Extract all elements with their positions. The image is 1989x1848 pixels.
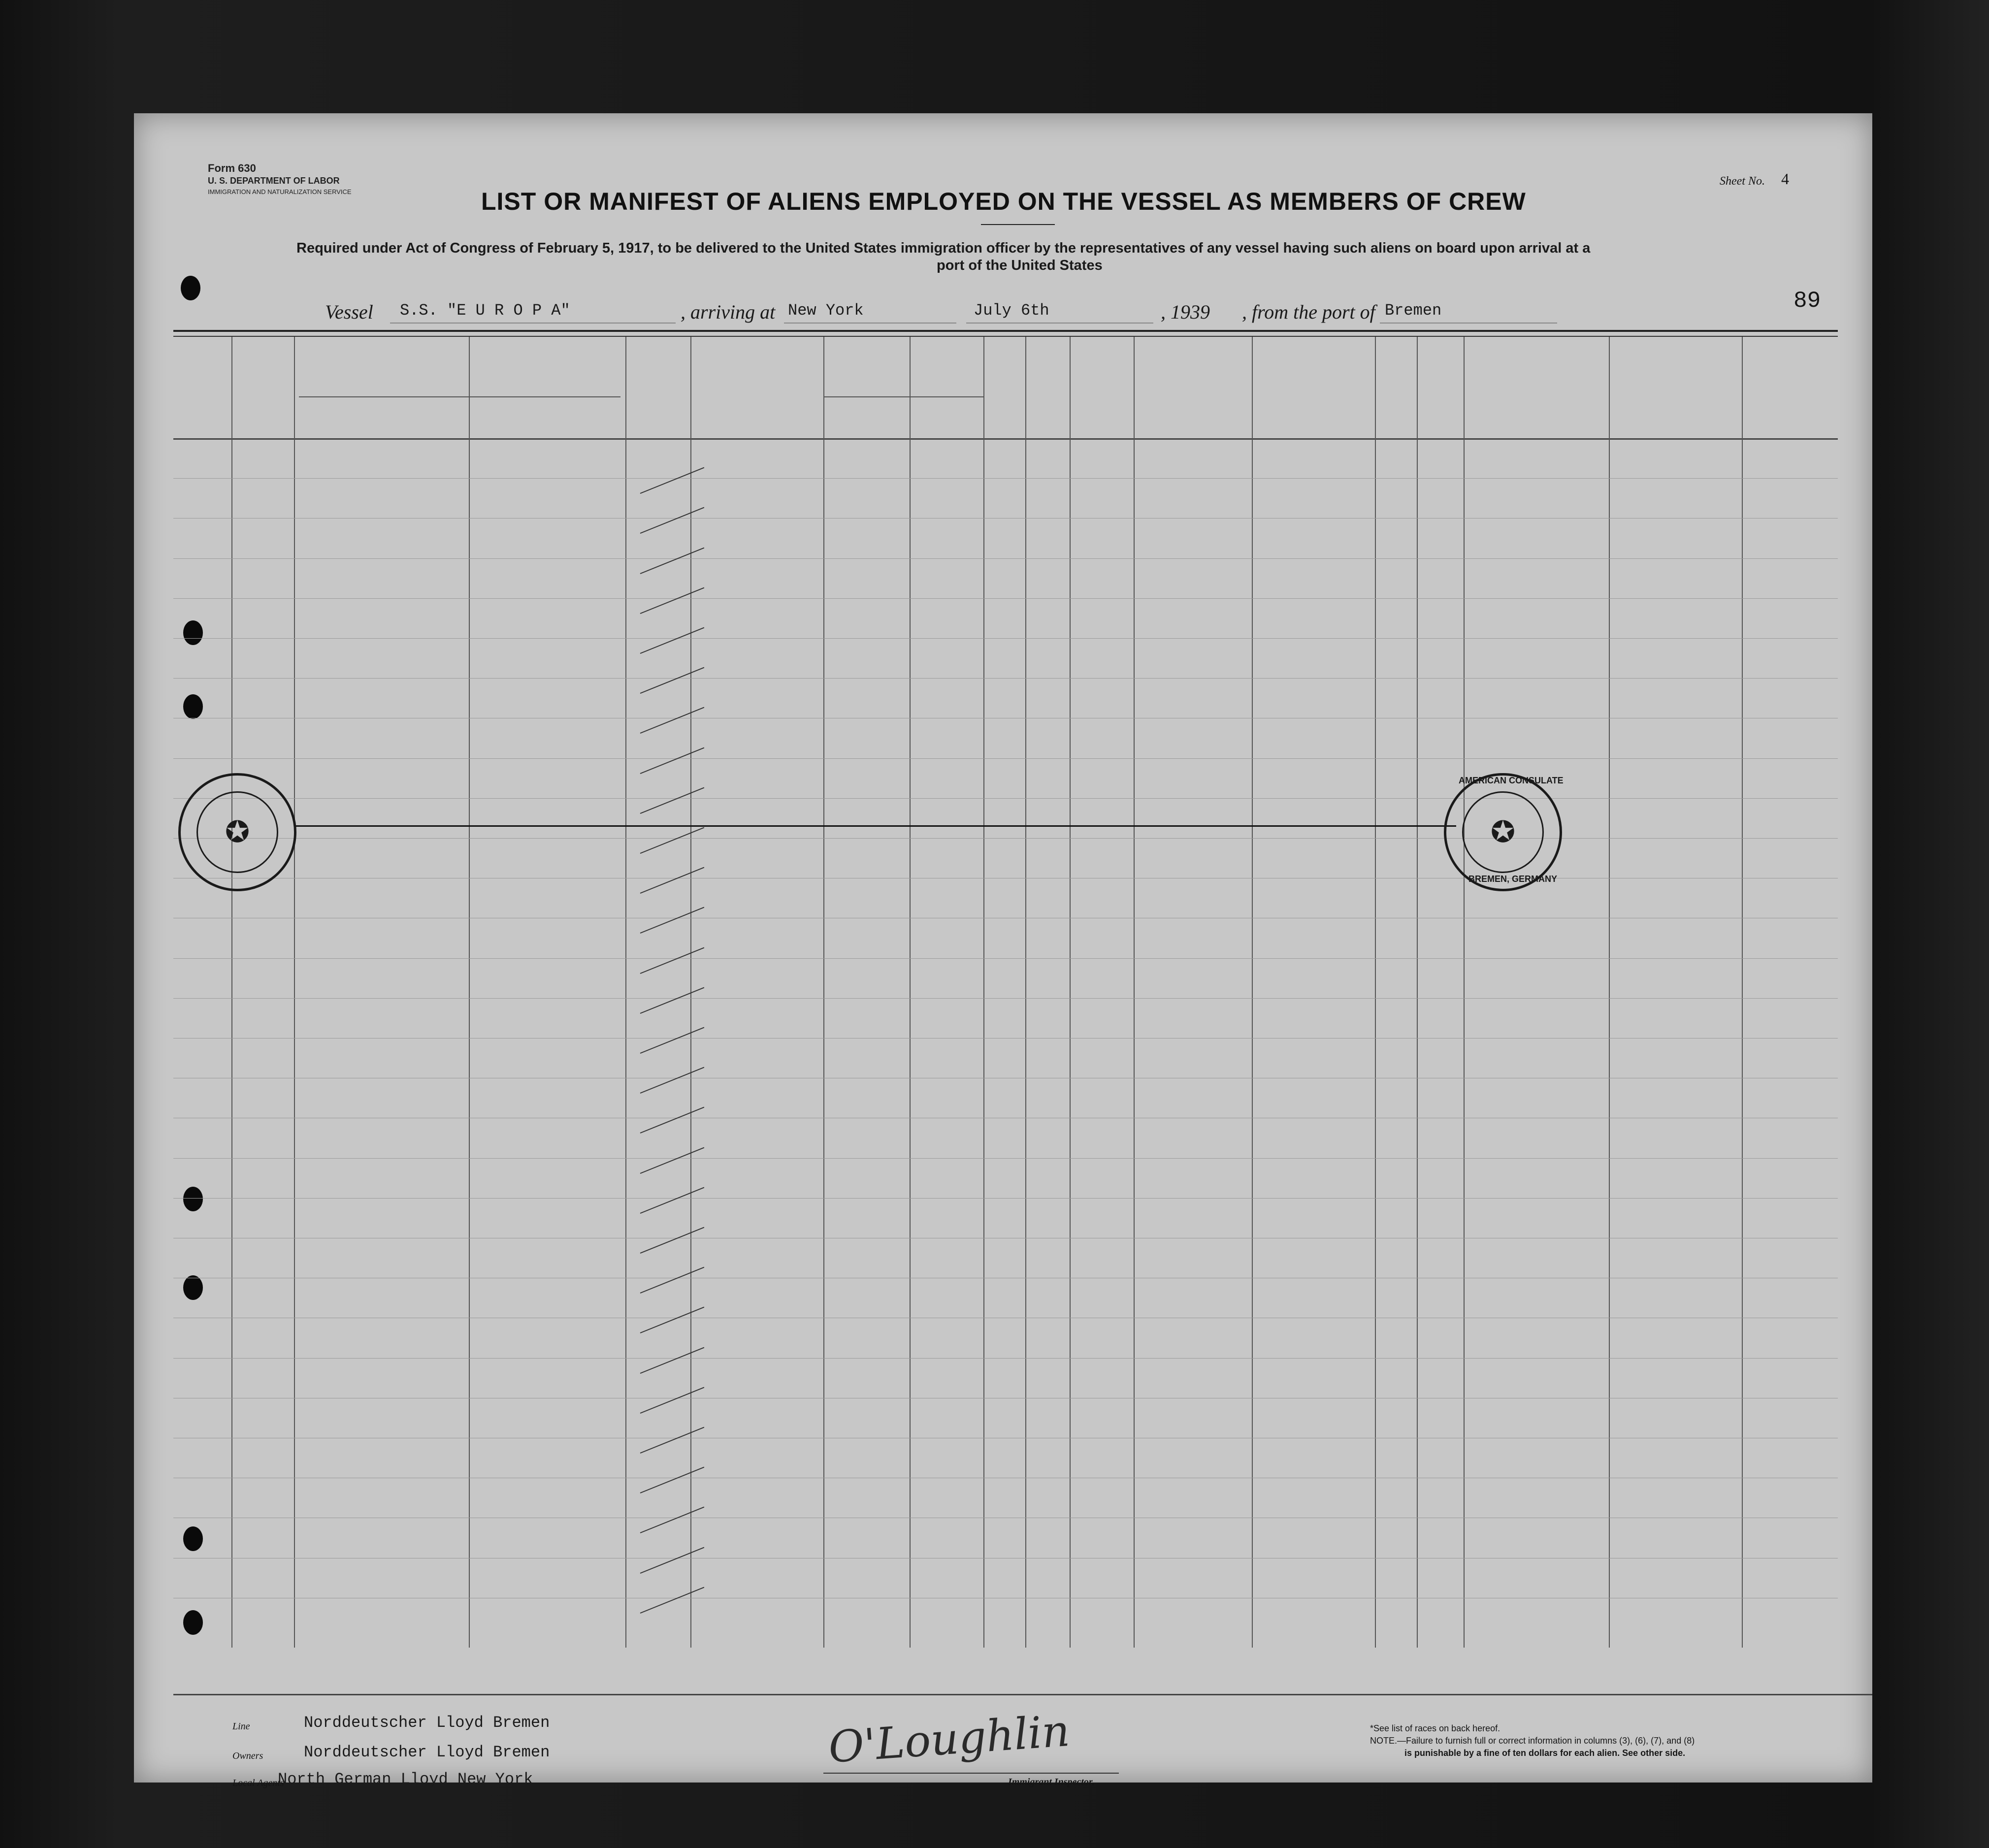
punch-hole xyxy=(181,276,200,300)
column-divider xyxy=(1464,337,1465,1648)
punch-hole xyxy=(183,1275,203,1300)
vessel-name: S.S. "E U R O P A" xyxy=(400,301,570,320)
tick-mark xyxy=(640,667,705,694)
table-row-divider xyxy=(173,598,1838,599)
column-divider xyxy=(1417,337,1418,1648)
tick-mark xyxy=(640,707,705,734)
page-number: 89 xyxy=(1793,288,1821,314)
tick-mark xyxy=(640,1147,705,1173)
arriving-label: , arriving at xyxy=(681,301,776,323)
agents-label: Local Agents xyxy=(232,1778,284,1788)
tick-mark xyxy=(640,907,705,934)
table-row-divider xyxy=(173,678,1838,679)
column-divider xyxy=(625,337,626,1648)
port-rule xyxy=(784,323,956,324)
table-row-divider xyxy=(173,1358,1838,1359)
column-divider xyxy=(1609,337,1610,1648)
column-divider xyxy=(294,337,295,1648)
from-port: Bremen xyxy=(1385,301,1442,320)
tick-mark xyxy=(640,547,705,574)
line-value: Norddeutscher Lloyd Bremen xyxy=(304,1714,550,1732)
tick-mark xyxy=(640,1427,705,1454)
sheet-label: Sheet No. xyxy=(1720,175,1765,188)
tick-mark xyxy=(640,787,705,813)
shipped-subrule xyxy=(823,396,983,397)
signature-rule xyxy=(823,1773,1119,1774)
table-top-rule xyxy=(173,330,1838,332)
inspector-label: Immigrant Inspector. xyxy=(1008,1777,1095,1787)
table-top-rule-2 xyxy=(173,336,1838,337)
agents-value: North German Lloyd New York xyxy=(278,1770,533,1788)
tick-mark xyxy=(640,1227,705,1254)
footer-rule xyxy=(173,1694,1872,1695)
from-rule xyxy=(1380,323,1557,324)
title-rule xyxy=(981,224,1055,225)
punch-hole xyxy=(183,620,203,645)
subtitle-line-2: port of the United States xyxy=(937,258,1103,273)
table-row-divider xyxy=(173,1198,1838,1199)
date-rule xyxy=(966,323,1153,324)
manifest-sheet xyxy=(134,113,1872,1788)
consulate-stamp-left xyxy=(178,773,296,891)
punch-hole xyxy=(183,1526,203,1551)
table-row-divider xyxy=(173,758,1838,759)
table-row-divider xyxy=(173,798,1838,799)
row10-strike-line xyxy=(294,825,1456,827)
inspector-signature: O'Loughlin xyxy=(827,1705,1072,1773)
punch-hole xyxy=(183,694,203,719)
tick-mark xyxy=(640,1467,705,1493)
consulate-stamp-right xyxy=(1444,773,1562,891)
arrival-year: , 1939 xyxy=(1161,301,1210,323)
tick-mark xyxy=(640,1307,705,1333)
line-label: Line xyxy=(232,1721,250,1732)
tick-mark xyxy=(640,827,705,854)
column-divider xyxy=(983,337,984,1648)
column-divider xyxy=(910,337,911,1648)
column-divider xyxy=(1252,337,1253,1648)
sheet-number: 4 xyxy=(1781,170,1789,188)
table-row-divider xyxy=(173,958,1838,959)
document-title: LIST OR MANIFEST OF ALIENS EMPLOYED ON THE VESSEL AS MEMBERS OF CREW xyxy=(481,188,1526,215)
table-row-divider xyxy=(173,998,1838,999)
tick-mark xyxy=(640,1507,705,1533)
table-row-divider xyxy=(173,478,1838,479)
arrival-date: July 6th xyxy=(974,301,1049,320)
table-row-divider xyxy=(173,638,1838,639)
consulate-stamp-city: BREMEN, GERMANY xyxy=(1468,874,1558,884)
service-name: IMMIGRATION AND NATURALIZATION SERVICE xyxy=(208,188,352,195)
tick-mark xyxy=(640,1107,705,1134)
column-divider xyxy=(1742,337,1743,1648)
department: U. S. DEPARTMENT OF LABOR xyxy=(208,176,340,186)
tick-mark xyxy=(640,1267,705,1294)
table-row-divider xyxy=(173,558,1838,559)
punch-hole xyxy=(183,1610,203,1635)
tick-mark xyxy=(640,1387,705,1413)
fine-note-1: NOTE.—Failure to furnish full or correct information in columns (3), (6), (7), and (8) xyxy=(1370,1736,1695,1746)
table-row-divider xyxy=(173,518,1838,519)
column-divider xyxy=(1025,337,1026,1648)
tick-mark xyxy=(640,1347,705,1373)
tick-mark xyxy=(640,1187,705,1213)
tick-mark xyxy=(640,467,705,494)
punch-hole xyxy=(183,1187,203,1211)
table-row-divider xyxy=(173,1158,1838,1159)
tick-mark xyxy=(640,747,705,774)
subtitle-line-1: Required under Act of Congress of February 5, 1917, to be delivered to the United States immigration officer by the representatives of any vessel having such aliens on board upon arrival at a xyxy=(296,240,1591,256)
tick-mark xyxy=(640,627,705,654)
form-number: Form 630 xyxy=(208,162,256,174)
arrival-port: New York xyxy=(788,301,864,320)
tick-mark xyxy=(640,1547,705,1573)
vessel-label: Vessel xyxy=(325,301,373,323)
column-divider xyxy=(1375,337,1376,1648)
owners-label: Owners xyxy=(232,1751,263,1761)
consulate-stamp-text: AMERICAN CONSULATE xyxy=(1459,776,1564,785)
vessel-rule xyxy=(390,323,676,324)
column-divider xyxy=(231,337,232,1648)
tick-mark xyxy=(640,587,705,614)
tick-mark xyxy=(640,1067,705,1094)
name-subrule xyxy=(299,396,620,397)
eagle-icon: ✪ xyxy=(1462,791,1544,873)
column-divider xyxy=(823,337,824,1648)
fine-note-2: is punishable by a fine of ten dollars for each alien. See other side. xyxy=(1404,1748,1686,1758)
eagle-icon: ✪ xyxy=(196,791,278,873)
tick-mark xyxy=(640,1587,705,1613)
column-divider xyxy=(469,337,470,1648)
tick-mark xyxy=(640,987,705,1013)
owners-value: Norddeutscher Lloyd Bremen xyxy=(304,1743,550,1761)
from-port-label: , from the port of xyxy=(1242,301,1375,323)
column-divider xyxy=(1070,337,1071,1648)
tick-mark xyxy=(640,947,705,973)
race-note: *See list of races on back hereof. xyxy=(1370,1723,1500,1733)
header-bottom-rule xyxy=(173,438,1838,440)
tick-mark xyxy=(640,1027,705,1054)
column-divider xyxy=(1134,337,1135,1648)
tick-mark xyxy=(640,867,705,894)
table-row-divider xyxy=(173,838,1838,839)
tick-mark xyxy=(640,507,705,534)
